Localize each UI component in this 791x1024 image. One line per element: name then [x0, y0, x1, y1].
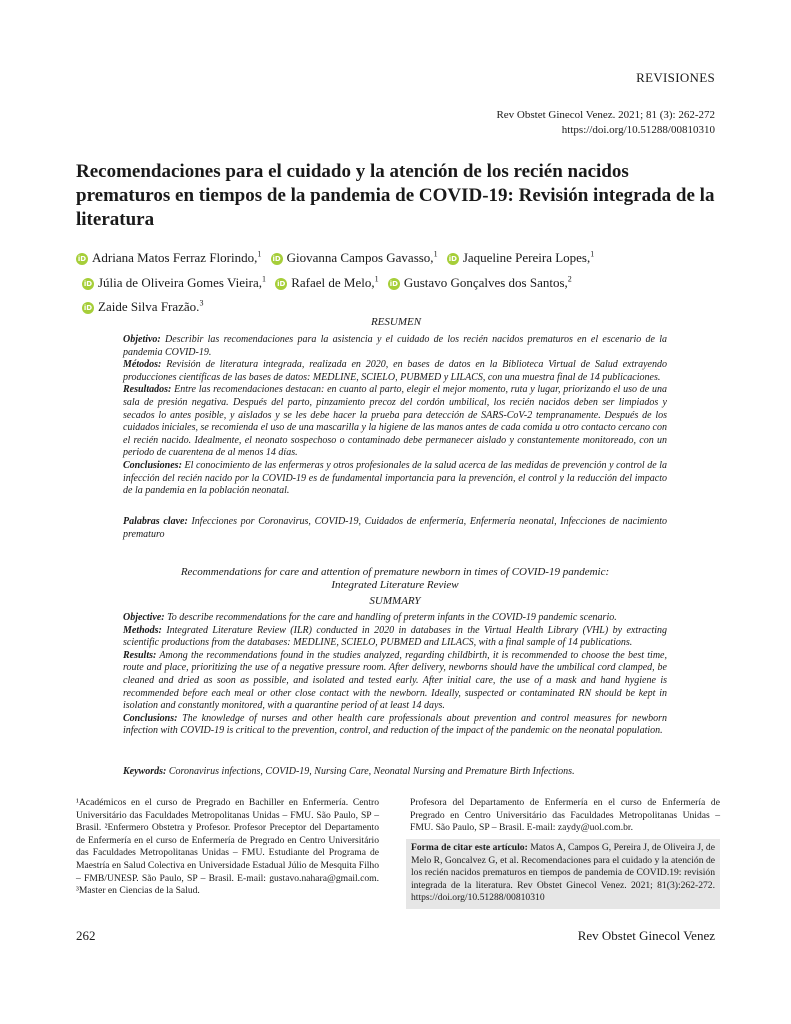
orcid-icon[interactable]: iD	[389, 279, 398, 288]
metodos-label: Métodos:	[123, 359, 162, 371]
conclusiones-text: El conocimiento de las enfermeras y otros profesionales de la salud acerca de las medidas de prevención y control de la infección del recién nacido por la COVID-19 es de fundamental importancia para la prevención, el control y la reducción del impacto de la pandemia en la población neonatal.	[123, 459, 668, 497]
orcid-icon[interactable]: iD	[448, 255, 457, 264]
author	[76, 275, 266, 290]
citation-line: Rev Obstet Ginecol Venez. 2021; 81 (3): 262-272	[496, 109, 715, 121]
author-affiliation-mark: 1	[433, 250, 438, 259]
english-title	[123, 566, 667, 592]
author	[76, 250, 261, 265]
page-number: 262	[76, 928, 96, 943]
author	[441, 250, 594, 265]
methods-paragraph	[123, 625, 667, 650]
affiliation-footnote-continued: Profesora del Departamento de Enfermería en el curso de Enfermería de Pregrado en Centro Universitário das Faculdades Metropolitanas Unidas – FMU. São Paulo, SP – Brasil. E-mail: zaydy@uol.com.br.	[410, 797, 720, 834]
results-text: Among the recommendations found in the studies analyzed, regarding childbirth, it is recommended to choose the best time, route and place, prioritizing the use of a negative pressure room. After delivery, newborns should have the umbilical cord clamped, be cleaned and dried as soon as possible, and isolated and tested early. After initial care, the use of a mask and hand hygiene is recommended before each meal or other close contact with the newborn. Ideally, suspected or contaminated RN should be kept in isolation and constantly monitored, with a quarantine period of at least 14 days.	[123, 649, 667, 712]
author	[76, 299, 203, 314]
resultados-paragraph	[123, 384, 667, 460]
citation-box	[406, 839, 720, 909]
objetivo-label: Objetivo:	[123, 334, 161, 345]
orcid-icon[interactable]: iD	[83, 303, 93, 312]
resultados-text: Entre las recomendaciones destacan: en cuanto al parto, elegir el mejor momento, ruta y lugar, priorizando el uso de una sala de presión negativa. Después del parto, pinzamiento precoz del cordón umbilical, los recién nacidos deben ser limpiados y secados lo antes posible, y aislados y se les debe hacer la prueba para detección de SARS-CoV-2 tempranamente. Después de los cuidados iniciales, se recomienda el uso de una mascarilla y la higiene de las manos antes de cada comida u otro contacto cercano con el recién nacido. Idealmente, el neonato sospechoso o contaminado debe permanecer aislado y constantemente monitoreado, con un periodo de cuarentena de al menos 14 días.	[123, 384, 667, 459]
author	[265, 250, 438, 265]
palabras-clave-label: Palabras clave:	[123, 516, 188, 527]
author-name: Júlia de Oliveira Gomes Vieira,	[98, 274, 262, 290]
methods-text: Integrated Literature Review (ILR) conducted in 2020 in databases in the Virtual Health Library (VHL) by extracting scientific productions from the databases: MEDLINE, SCIELO, PUBMED and LILACS, with a final sample of 14 publications.	[123, 624, 667, 649]
author	[382, 275, 572, 290]
section-label: REVISIONES	[636, 70, 715, 85]
objetivo-text: Describir las recomendaciones para la asistencia y el cuidado de los recién nacidos prematuros en el escenario de la pandemia COVID-19.	[123, 334, 668, 358]
resultados-label: Resultados:	[123, 384, 172, 396]
palabras-clave-text: Infecciones por Coronavirus, COVID-19, Cuidados de enfermería, Enfermería neonatal, Infecciones de nacimiento prematuro	[123, 516, 668, 540]
author-name: Jaqueline Pereira Lopes,	[462, 250, 591, 266]
conclusiones-label: Conclusiones:	[123, 459, 182, 471]
keywords-text: Coronavirus infections, COVID-19, Nursing Care, Neonatal Nursing and Premature Birth Infections.	[168, 766, 575, 777]
author	[269, 275, 378, 290]
resumen-heading: RESUMEN	[370, 316, 422, 328]
conclusions-text: The knowledge of nurses and other health care professionals about prevention and control measures for newborn infection with COVID-19 is critical to the prevention, control, and reduction of the impact of the pandemic on the neonatal population.	[123, 712, 667, 737]
summary-heading: SUMMARY	[369, 595, 421, 607]
keywords-label: Keywords:	[123, 766, 167, 777]
keywords	[123, 766, 667, 779]
affiliation-footnote: ¹Académicos en el curso de Pregrado en Bachiller en Enfermería. Centro Universitário das Faculdades Metropolitanas Unidas – FMU. São Paulo, SP – Brasil. ²Enfermero Obstetra y Profesor. Profesor Preceptor del Departamento de Enfermería en el curso de Enfermería de Pregrado en Centro Universitário das Faculdades Metropolitanas Unidas – FMU. Estudiante del Programa de Maestría en Salud Colectiva en Universidade Estadual Júlio de Mesquita Filho – FMB/UNESP. São Paulo, SP – Brasil. E-mail: gustavo.nahara@gmail.com. ³Master en Ciencias de la Salud.	[76, 797, 379, 897]
citation-box-text: Matos A, Campos G, Pereira J, de Oliveira J, de Melo R, Goncalvez G, et al. Recomendaciones para el cuidado y la atención de los recién nacidos prematuros en tiempos de pandemia de COVID.19: revisión integrada de la literatura. Rev Obstet Ginecol Venez. 2021; 81(3):262-272. https://doi.org/10.51288/00810310	[411, 842, 715, 904]
metodos-text: Revisión de literatura integrada, realizada en 2020, en bases de datos en la Biblioteca Virtual de Salud extrayendo producciones científicas de las bases de datos: MEDLINE, SCIELO, PUBMED y LILACS, con una muestra final de 14 publicaciones.	[123, 359, 667, 383]
author-affiliation-mark: 1	[590, 250, 595, 259]
methods-label: Methods:	[123, 624, 162, 636]
resumen-abstract	[123, 334, 667, 498]
conclusions-paragraph	[123, 713, 667, 738]
citation-box-label: Forma de citar este artículo:	[411, 842, 528, 853]
orcid-icon[interactable]: iD	[77, 255, 87, 264]
doi-link[interactable]: https://doi.org/10.51288/00810310	[561, 124, 715, 136]
orcid-icon[interactable]: iD	[272, 255, 281, 264]
results-label: Results:	[123, 649, 157, 661]
author-affiliation-mark: 3	[199, 298, 204, 308]
author-name: Giovanna Campos Gavasso,	[286, 250, 434, 266]
english-title-line: Integrated Literature Review	[331, 579, 459, 591]
objective-paragraph	[123, 612, 667, 625]
summary-abstract	[123, 612, 667, 738]
journal-footer: Rev Obstet Ginecol Venez	[577, 928, 715, 943]
english-title-line: Recommendations for care and attention of premature newborn in times of COVID-19 pandemic:	[180, 566, 610, 578]
citation-header	[496, 108, 715, 138]
article-title: Recomendaciones para el cuidado y la atención de los recién nacidos prematuros en tiempos de la pandemia de COVID-19: Revisión integrada de la literatura	[76, 161, 715, 230]
conclusions-label: Conclusions:	[123, 712, 178, 724]
palabras-clave	[123, 516, 667, 541]
author-name: Zaide Silva Frazão.	[98, 298, 200, 314]
author-affiliation-mark: 1	[257, 250, 262, 259]
author-name: Adriana Matos Ferraz Florindo,	[92, 250, 258, 266]
results-paragraph	[123, 650, 667, 713]
author-name: Rafael de Melo,	[291, 274, 375, 290]
orcid-icon[interactable]: iD	[277, 279, 286, 288]
objetivo-paragraph	[123, 334, 667, 359]
author-list	[76, 244, 716, 317]
metodos-paragraph	[123, 359, 667, 384]
author-affiliation-mark: 1	[374, 274, 379, 284]
conclusiones-paragraph	[123, 460, 667, 498]
author-affiliation-mark: 2	[567, 274, 572, 284]
author-name: Gustavo Gonçalves dos Santos,	[403, 274, 568, 290]
orcid-icon[interactable]: iD	[83, 279, 93, 288]
author-affiliation-mark: 1	[261, 274, 266, 284]
objective-label: Objective:	[123, 612, 165, 623]
objective-text: To describe recommendations for the care and handling of preterm infants in the COVID-19 pandemic scenario.	[167, 612, 617, 623]
